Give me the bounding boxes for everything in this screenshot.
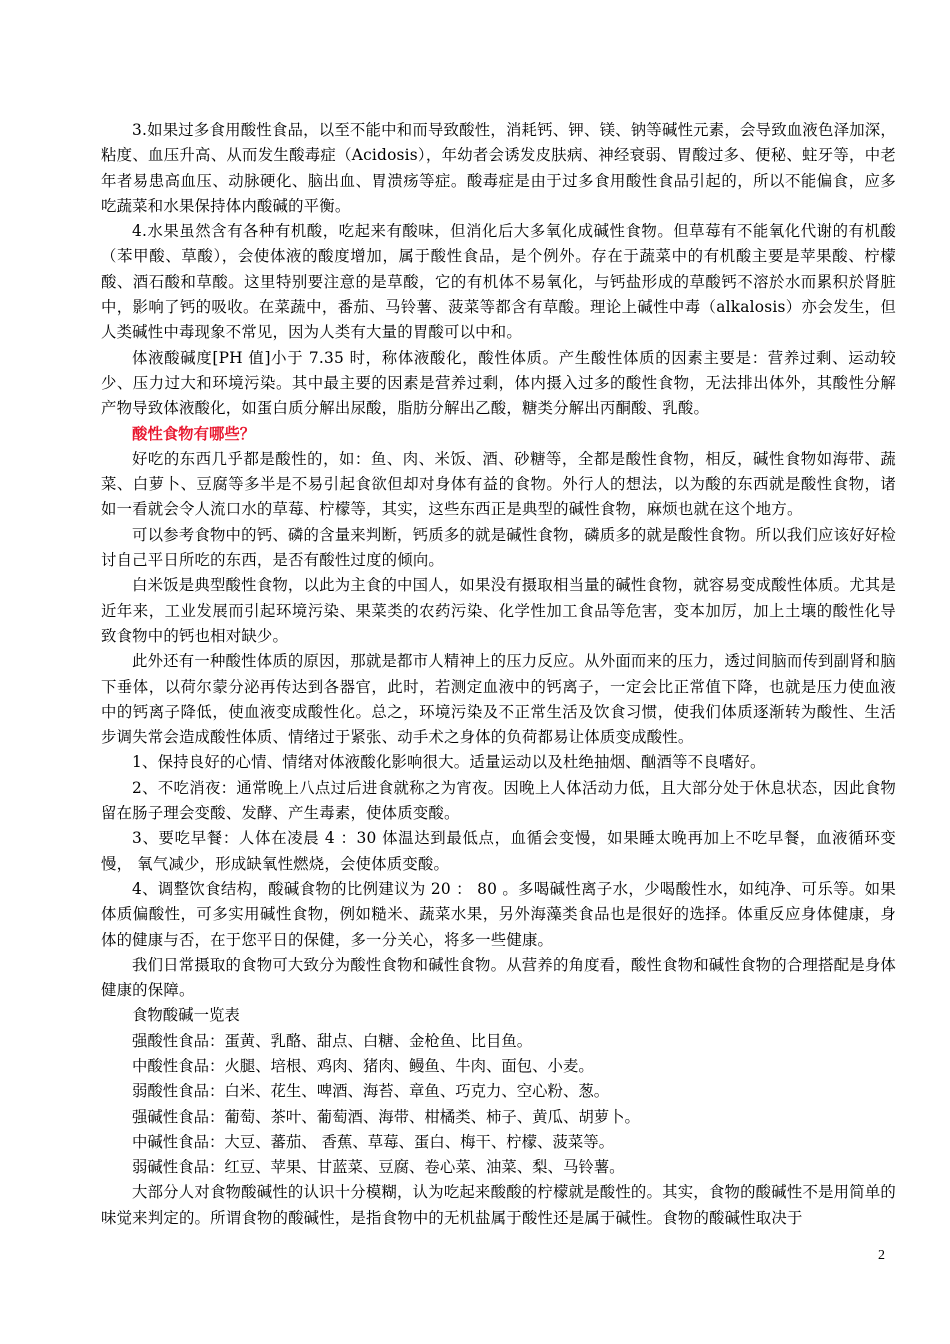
paragraph-tasty-foods: 好吃的东西几乎都是酸性的，如：鱼、肉、米饭、酒、砂糖等，全都是酸性食物，相反，碱性食物如海带、蔬菜、白萝卜、豆腐等多半是不易引起食欲但却对身体有益的食物。外行人的想法，以为酸的东西就是酸性食物，诸如一看就会令人流口水的草莓、柠檬等，其实，这些东西正是典型的碱性食物，麻烦也就在这个地方。: [101, 449, 896, 519]
paragraph-stress: 此外还有一种酸性体质的原因，那就是都市人精神上的压力反应。从外面而来的压力，透过间脑而传到副肾和脑下垂体，以荷尔蒙分泌再传达到各器官，此时，若测定血液中的钙离子，一定会比正常值下降，也就是压力使血液中的钙离子降低，使血液变成酸性化。总之，环境污染及不正常生活及饮食习惯，使我们体质逐渐转为酸性、生活步调失常会造成酸性体质、情绪过于紧张、动手术之身体的负荷都易让体质变成酸性。: [101, 652, 896, 747]
tip-diet-structure: 4、调整饮食结构，酸碱食物的比例建议为 20 ： 80 。多喝碱性离子水，少喝酸性水，如纯净、可乐等。如果体质偏酸性，可多实用碱性食物，例如糙米、蔬菜水果，另外海藻类食品也是很好的选择。体重反应身体健康，身体的健康与否，在于您平日的保健，多一分关心，将多一些健康。: [101, 879, 896, 949]
paragraph-acidosis: 3.如果过多食用酸性食品，以至不能中和而导致酸性，消耗钙、钾、镁、钠等碱性元素，会导致血液色泽加深，粘度、血压升高、从而发生酸毒症（Acidosis），年幼者会诱发皮肤病、神经衰弱、胃酸过多、便秘、蛀牙等，中老年者易患高血压、动脉硬化、脑出血、胃溃疡等症。酸毒症是由于过多食用酸性食品引起的，所以不能偏食，应多吃蔬菜和水果保持体内酸碱的平衡。: [101, 121, 896, 215]
section-heading: 酸性食物有哪些？: [132, 424, 256, 443]
paragraph-calcium-phosphorus: 可以参考食物中的钙、磷的含量来判断，钙质多的就是碱性食物，磷质多的就是酸性食物。所以我们应该好好检讨自己平日所吃的东西，是否有酸性过度的倾向。: [101, 525, 896, 570]
food-table-row: 中碱性食品：大豆、蕃茄、 香蕉、草莓、蛋白、梅干、柠檬、菠菜等。: [132, 1132, 615, 1151]
food-table-title: 食物酸碱一览表: [132, 1006, 240, 1025]
paragraph-ph-value: 体液酸碱度[PH 值]小于 7.35 时，称体液酸化，酸性体质。产生酸性体质的因素主要是：营养过剩、运动较少、压力过大和环境污染。其中最主要的因素是营养过剩，体内摄入过多的酸性食物，无法排出体外，其酸性分解产物导致体液酸化，如蛋白质分解出尿酸，脂肪分解出乙酸，糖类分解出丙酮酸、乳酸。: [101, 348, 896, 418]
paragraph-food-classes: 我们日常摄取的食物可大致分为酸性食物和碱性食物。从营养的角度看，酸性食物和碱性食物的合理搭配是身体健康的保障。: [101, 955, 896, 1000]
paragraph-closing: 大部分人对食物酸碱性的认识十分模糊，认为吃起来酸酸的柠檬就是酸性的。其实，食物的酸碱性不是用简单的味觉来判定的。所谓食物的酸碱性，是指食物中的无机盐属于酸性还是属于碱性。食物的酸碱性取决于: [101, 1183, 896, 1227]
food-table-row: 中酸性食品：火腿、培根、鸡肉、猪肉、鳗鱼、牛肉、面包、小麦。: [132, 1056, 594, 1075]
document-body: [101, 118, 896, 1231]
food-table-row: 弱酸性食品：白米、花生、啤酒、海苔、章鱼、巧克力、空心粉、葱。: [132, 1082, 610, 1101]
food-table-row: 强碱性食品：葡萄、茶叶、葡萄酒、海带、柑橘类、柿子、黄瓜、胡萝卜。: [132, 1107, 640, 1126]
tip-breakfast: 3、要吃早餐：人体在凌晨 4 ：30 体温达到最低点，血循会变慢，如果睡太晚再加上不吃早餐，血液循环变慢， 氧气减少，形成缺氧性燃烧，会使体质变酸。: [101, 829, 896, 873]
page-number: 2: [878, 1248, 885, 1263]
tip-no-late-snack: 2、不吃消夜：通常晚上八点过后进食就称之为宵夜。因晚上人体活动力低，且大部分处于休息状态，因此食物 留在肠子理会变酸、发酵、产生毒素，使体质变酸。: [101, 778, 896, 823]
tip-mood: 1、保持良好的心情、情绪对体液酸化影响很大。适量运动以及杜绝抽烟、酗酒等不良嗜好。: [132, 753, 766, 772]
paragraph-white-rice: 白米饭是典型酸性食物，以此为主食的中国人，如果没有摄取相当量的碱性食物，就容易变成酸性体质。尤其是近年来，工业发展而引起环境污染、果菜类的农药污染、化学性加工食品等危害，变本加厉，加上土壤的酸性化导致食物中的钙也相对缺少。: [101, 576, 896, 645]
food-table-row: 强酸性食品：蛋黄、乳酪、甜点、白糖、金枪鱼、比目鱼。: [132, 1031, 533, 1050]
paragraph-fruit-acids: 4.水果虽然含有各种有机酸，吃起来有酸味，但消化后大多氧化成碱性食物。但草莓有不能氧化代谢的有机酸（苯甲酸、草酸），会使体液的酸度增加，属于酸性食品，是个例外。存在于蔬菜中的有机酸主要是苹果酸、柠檬酸、酒石酸和草酸。这里特别要注意的是草酸，它的有机体不易氧化，与钙盐形成的草酸钙不溶於水而累积於肾脏中，影响了钙的吸收。在菜蔬中，番茄、马铃薯、菠菜等都含有草酸。理论上碱性中毒（alkalosis）亦会发生，但人类碱性中毒现象不常见，因为人类有大量的胃酸可以中和。: [101, 222, 896, 342]
food-table-row: 弱碱性食品：红豆、苹果、甘蓝菜、豆腐、卷心菜、油菜、梨、马铃薯。: [132, 1158, 625, 1177]
